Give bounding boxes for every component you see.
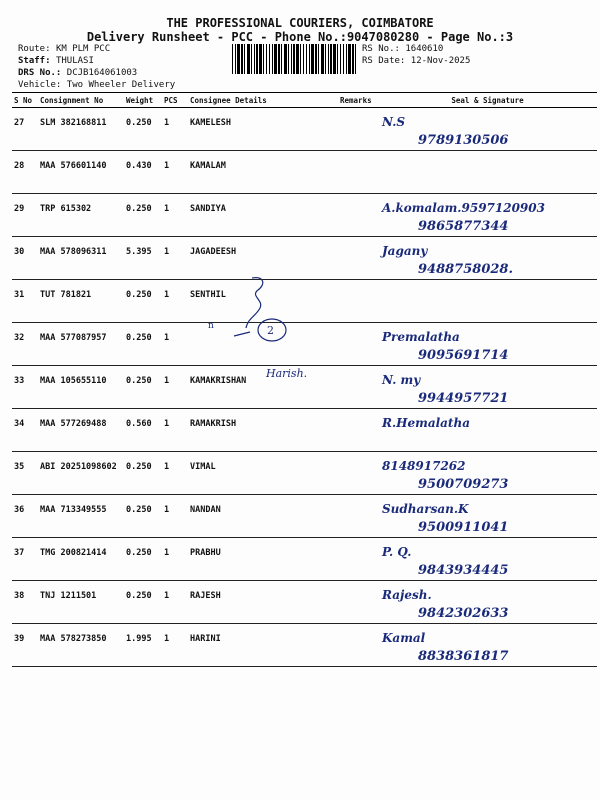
signature-line-2: 9843934445 xyxy=(418,563,509,578)
signature-line-1: N.S xyxy=(382,115,406,129)
rs-no-line xyxy=(362,44,443,55)
drs-value: DCJB164061003 xyxy=(66,68,138,78)
table-row xyxy=(12,452,597,495)
row-seal-signature xyxy=(378,323,597,366)
col-sno: S No xyxy=(12,93,38,108)
company-title: THE PROFESSIONAL COURIERS, COIMBATORE xyxy=(166,16,434,30)
col-seal-signature: Seal & Signature xyxy=(378,93,597,108)
row-pcs: 1 xyxy=(162,194,188,237)
rs-date-line xyxy=(362,56,470,67)
row-consignment-no: SLM 382168811 xyxy=(38,108,124,151)
table-row xyxy=(12,495,597,538)
row-pcs: 1 xyxy=(162,366,188,409)
row-consignment-no: TNJ 1211501 xyxy=(38,581,124,624)
staff-label: Staff: xyxy=(18,56,51,66)
row-weight: 0.250 xyxy=(124,495,162,538)
signature-line-1: Kamal xyxy=(382,631,426,645)
table-row xyxy=(12,624,597,667)
row-pcs: 1 xyxy=(162,538,188,581)
barcode xyxy=(232,44,358,74)
table-row xyxy=(12,581,597,624)
row-consignee: NANDAN xyxy=(188,495,338,538)
row-pcs: 1 xyxy=(162,237,188,280)
row-remarks xyxy=(338,366,378,409)
row-sno: 30 xyxy=(12,237,38,280)
row-sno: 35 xyxy=(12,452,38,495)
row-remarks xyxy=(338,581,378,624)
signature-line-1: 8148917262 xyxy=(382,459,466,473)
row-remarks xyxy=(338,452,378,495)
row-consignment-no: MAA 577087957 xyxy=(38,323,124,366)
row-consignment-no: MAA 578273850 xyxy=(38,624,124,667)
row-weight: 0.250 xyxy=(124,452,162,495)
row-seal-signature xyxy=(378,194,597,237)
drs-label: DRS No.: xyxy=(18,68,62,78)
row-remarks xyxy=(338,323,378,366)
row-weight: 0.250 xyxy=(124,108,162,151)
rs-date-value: 12-Nov-2025 xyxy=(410,56,471,66)
signature-line-1: Sudharsan.K xyxy=(382,502,469,516)
signature-line-1: Premalatha xyxy=(382,330,460,344)
staff-value: THULASI xyxy=(55,56,94,66)
row-consignee: KAMELESH xyxy=(188,108,338,151)
row-remarks xyxy=(338,280,378,323)
row-seal-signature xyxy=(378,237,597,280)
runsheet-subtitle: Delivery Runsheet - PCC - Phone No.:9047080280 - Page No.:3 xyxy=(86,30,514,44)
handwritten-signature xyxy=(378,624,600,684)
row-seal-signature xyxy=(378,624,597,667)
row-seal-signature xyxy=(378,581,597,624)
row-sno: 37 xyxy=(12,538,38,581)
row-remarks xyxy=(338,624,378,667)
vehicle-line xyxy=(18,80,175,91)
remark-harish: Harish. xyxy=(266,367,308,380)
signature-line-2: 9500709273 xyxy=(418,477,509,492)
row-consignment-no: MAA 577269488 xyxy=(38,409,124,452)
row-weight: 5.395 xyxy=(124,237,162,280)
signature-line-2: 9095691714 xyxy=(418,348,509,363)
table-header-row xyxy=(12,93,597,108)
row-weight: 0.250 xyxy=(124,280,162,323)
row-remarks xyxy=(338,237,378,280)
row-consignment-no: MAA 576601140 xyxy=(38,151,124,194)
col-remarks: Remarks xyxy=(338,93,378,108)
table-row xyxy=(12,151,597,194)
rs-no-label: RS No.: xyxy=(362,44,400,54)
col-consignee: Consignee Details xyxy=(188,93,338,108)
row-consignment-no: ABI 20251098602 xyxy=(38,452,124,495)
table-row xyxy=(12,194,597,237)
row-consignee: JAGADEESH xyxy=(188,237,338,280)
rs-no-value: 1640610 xyxy=(405,44,444,54)
signature-line-2: 9865877344 xyxy=(418,219,509,234)
row-consignee: HARINI xyxy=(188,624,338,667)
signature-line-2: 9842302633 xyxy=(418,606,509,621)
row-weight: 1.995 xyxy=(124,624,162,667)
handwritten-annotations xyxy=(180,270,300,360)
row-consignee: RAMAKRISH xyxy=(188,409,338,452)
row-pcs: 1 xyxy=(162,452,188,495)
svg-text:n: n xyxy=(208,321,214,331)
row-seal-signature xyxy=(378,280,597,323)
row-seal-signature xyxy=(378,366,597,409)
row-sno: 34 xyxy=(12,409,38,452)
row-pcs: 1 xyxy=(162,624,188,667)
table-row xyxy=(12,538,597,581)
route-line xyxy=(18,44,110,55)
row-remarks xyxy=(338,108,378,151)
row-seal-signature xyxy=(378,538,597,581)
table-row xyxy=(12,323,597,366)
signature-line-2: 9500911041 xyxy=(418,520,509,535)
row-remarks xyxy=(338,495,378,538)
row-consignment-no: MAA 105655110 xyxy=(38,366,124,409)
row-weight: 0.250 xyxy=(124,323,162,366)
row-consignment-no: MAA 713349555 xyxy=(38,495,124,538)
drs-line xyxy=(18,68,137,79)
signature-line-2: 9488758028. xyxy=(418,262,513,277)
row-sno: 32 xyxy=(12,323,38,366)
signature-line-1: P. Q. xyxy=(382,545,412,559)
row-seal-signature xyxy=(378,409,597,452)
row-consignment-no: TRP 615302 xyxy=(38,194,124,237)
row-consignment-no: MAA 578096311 xyxy=(38,237,124,280)
signature-line-1: Jagany xyxy=(382,244,428,258)
circled-number: 2 xyxy=(267,324,274,337)
row-remarks xyxy=(338,409,378,452)
row-consignment-no: TMG 200821414 xyxy=(38,538,124,581)
table-row xyxy=(12,108,597,151)
row-pcs: 1 xyxy=(162,280,188,323)
row-seal-signature xyxy=(378,495,597,538)
row-consignee: PRABHU xyxy=(188,538,338,581)
row-seal-signature xyxy=(378,151,597,194)
rs-date-label: RS Date: xyxy=(362,56,406,66)
row-sno: 29 xyxy=(12,194,38,237)
col-pcs: PCS xyxy=(162,93,188,108)
row-sno: 27 xyxy=(12,108,38,151)
row-sno: 33 xyxy=(12,366,38,409)
signature-line-2: 8838361817 xyxy=(418,649,509,664)
row-pcs: 1 xyxy=(162,581,188,624)
row-weight: 0.250 xyxy=(124,538,162,581)
table-row xyxy=(12,237,597,280)
route-label: Route: xyxy=(18,44,51,54)
row-sno: 28 xyxy=(12,151,38,194)
row-pcs: 1 xyxy=(162,495,188,538)
row-sno: 38 xyxy=(12,581,38,624)
route-value: KM PLM PCC xyxy=(55,44,111,54)
row-weight: 0.250 xyxy=(124,194,162,237)
col-weight: Weight xyxy=(124,93,162,108)
row-remarks xyxy=(338,151,378,194)
row-pcs: 1 xyxy=(162,108,188,151)
vehicle-label: Vehicle: xyxy=(18,80,62,90)
row-pcs: 1 xyxy=(162,323,188,366)
row-weight: 0.250 xyxy=(124,581,162,624)
row-weight: 0.430 xyxy=(124,151,162,194)
signature-line-1: N. my xyxy=(382,373,421,387)
table-row xyxy=(12,280,597,323)
row-remarks xyxy=(338,538,378,581)
row-consignee: VIMAL xyxy=(188,452,338,495)
row-consignee: KAMAKRISHAN xyxy=(188,366,338,409)
row-remarks xyxy=(338,194,378,237)
signature-line-1: A.komalam.9597120903 xyxy=(382,201,545,215)
row-consignment-no: TUT 781821 xyxy=(38,280,124,323)
signature-line-2: 9944957721 xyxy=(418,391,509,406)
col-consignment: Consignment No xyxy=(38,93,124,108)
staff-line xyxy=(18,56,94,67)
row-sno: 31 xyxy=(12,280,38,323)
signature-line-1: R.Hemalatha xyxy=(382,416,470,430)
row-pcs: 1 xyxy=(162,409,188,452)
vehicle-value: Two Wheeler Delivery xyxy=(66,80,176,90)
row-consignee: RAJESH xyxy=(188,581,338,624)
row-consignee: KAMALAM xyxy=(188,151,338,194)
row-weight: 0.250 xyxy=(124,366,162,409)
row-seal-signature xyxy=(378,452,597,495)
row-weight: 0.560 xyxy=(124,409,162,452)
signature-line-2: 9789130506 xyxy=(418,133,509,148)
table-row xyxy=(12,409,597,452)
row-sno: 39 xyxy=(12,624,38,667)
row-consignee: SANDIYA xyxy=(188,194,338,237)
row-pcs: 1 xyxy=(162,151,188,194)
row-sno: 36 xyxy=(12,495,38,538)
signature-line-1: Rajesh. xyxy=(382,588,432,602)
row-seal-signature xyxy=(378,108,597,151)
row-consignee: SENTHIL xyxy=(188,280,338,323)
